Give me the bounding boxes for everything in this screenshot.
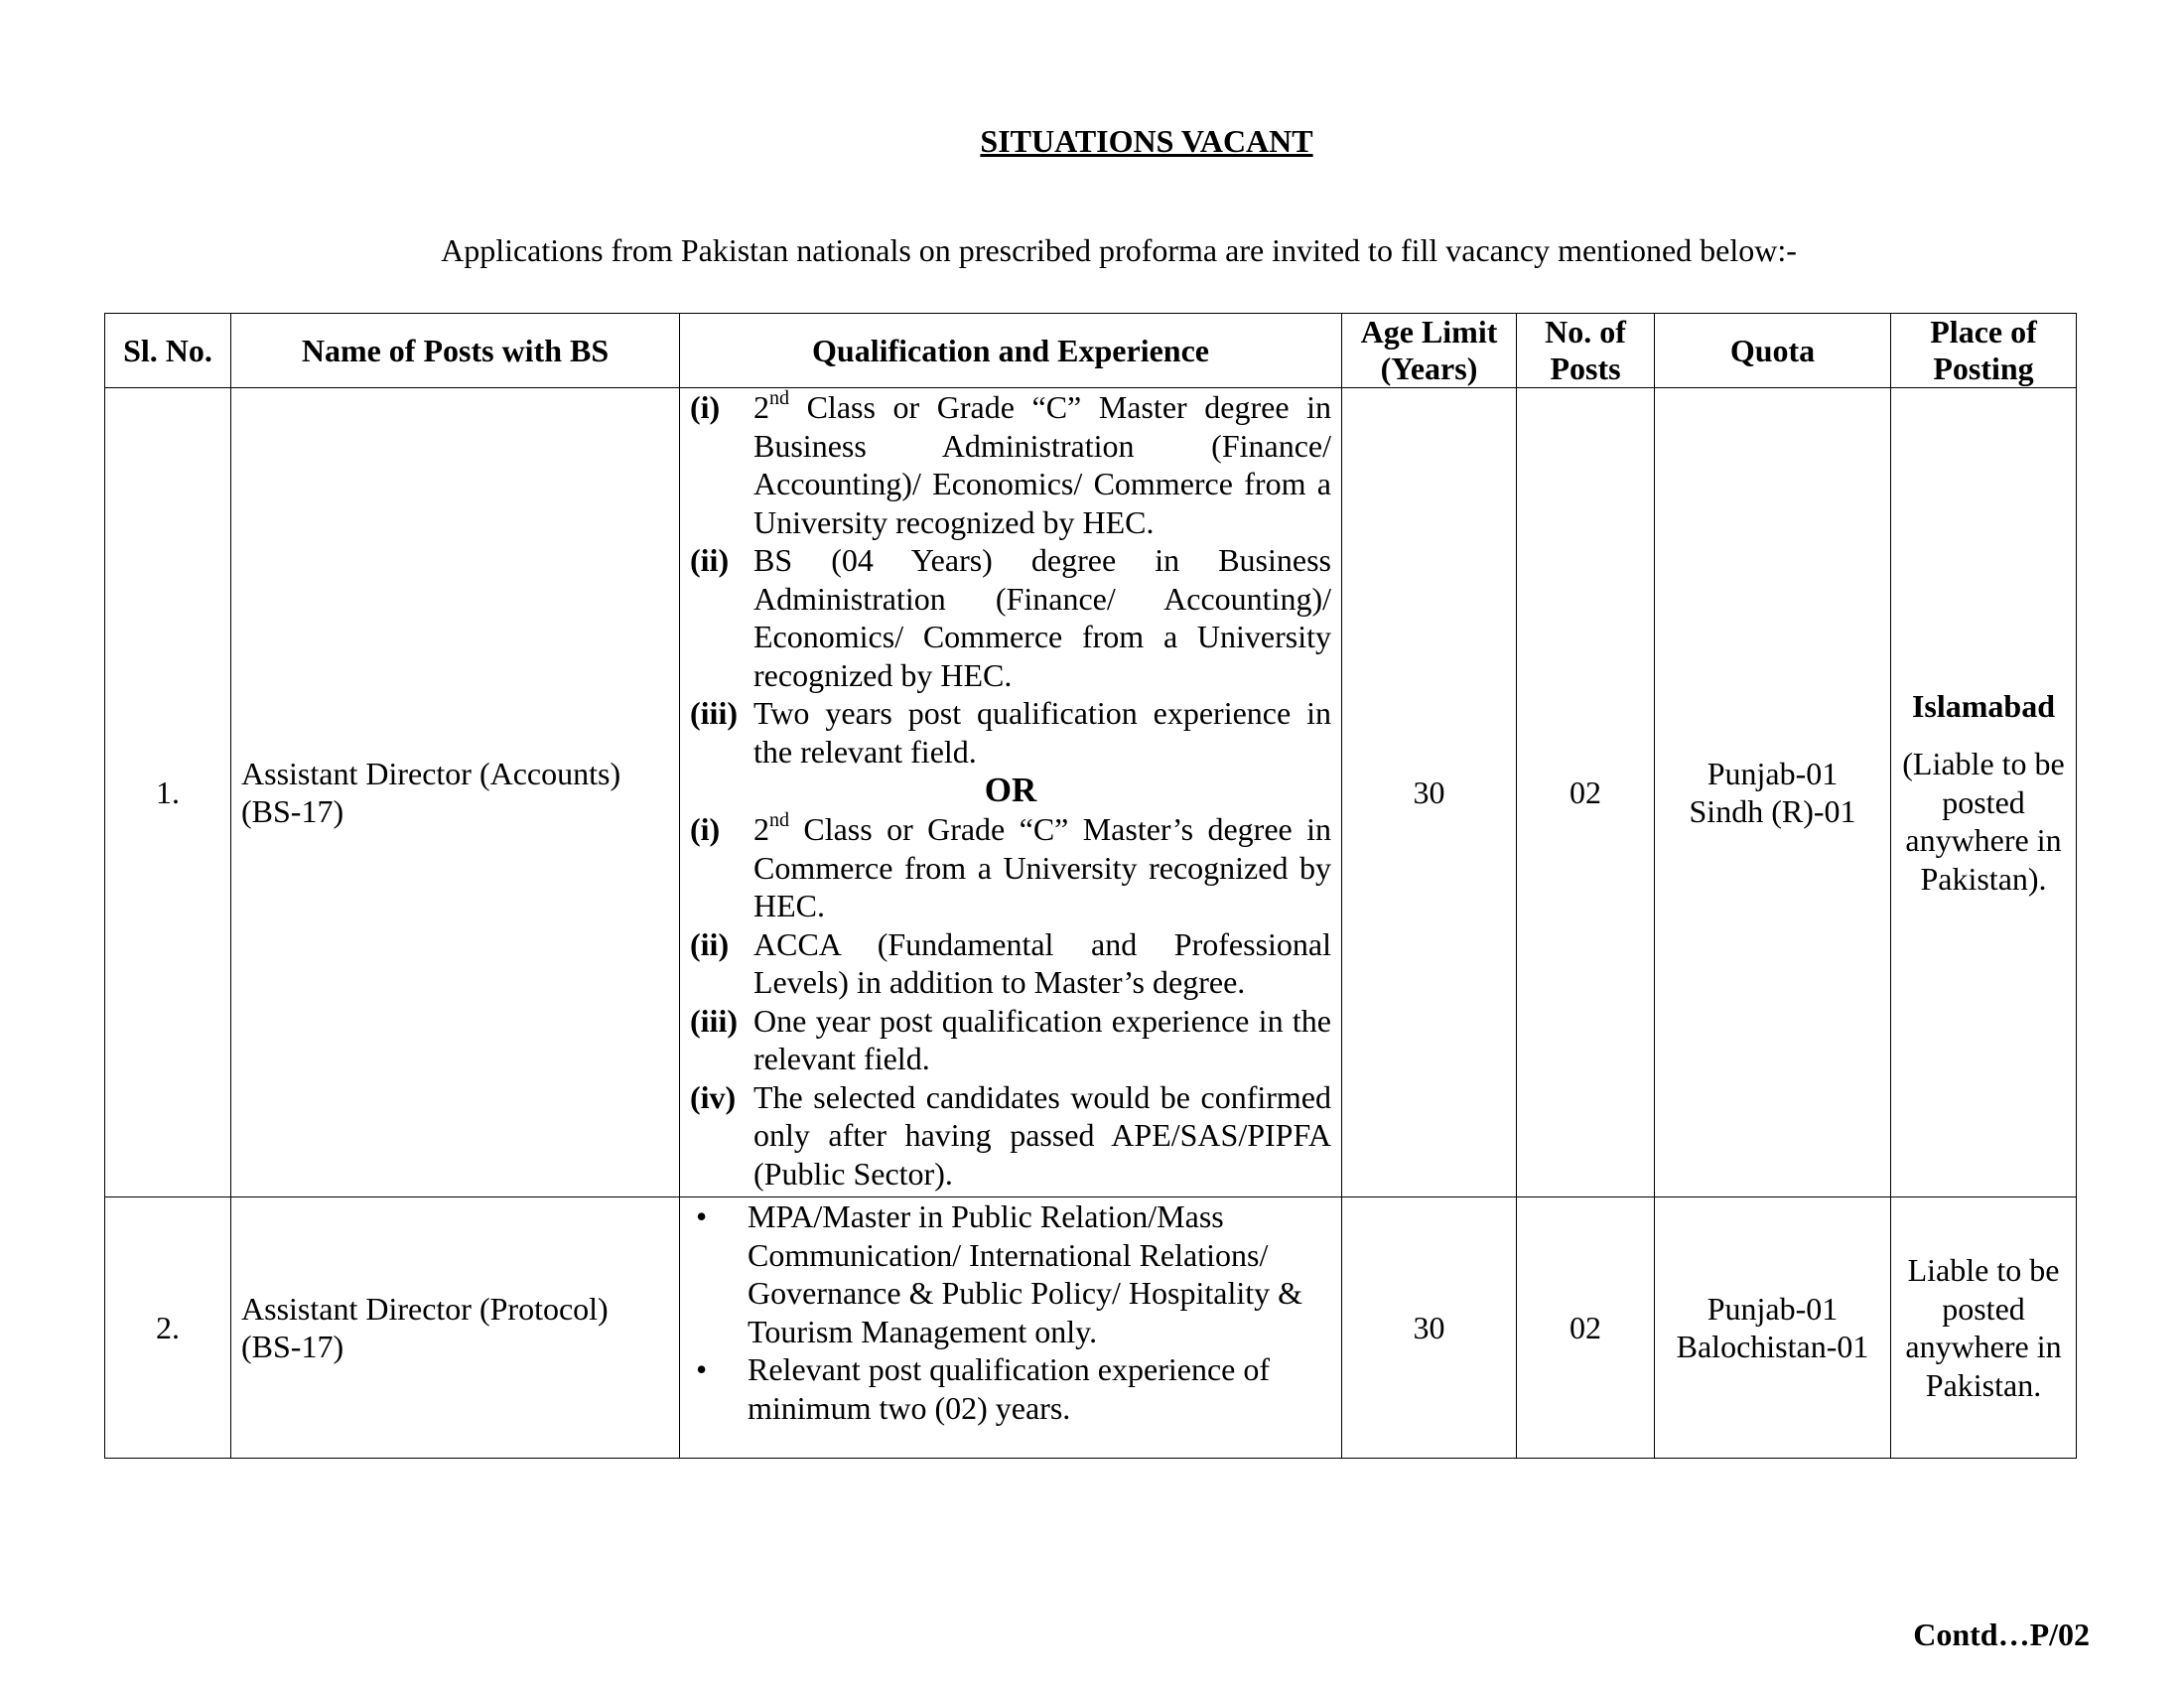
sl-no: 1.: [105, 388, 231, 1197]
item-number: (i): [690, 389, 721, 425]
intro-text: Applications from Pakistan nationals on prescribed proforma are invited to fill vacancy mentioned below:-: [441, 232, 1797, 268]
quota-line: Punjab-01: [1706, 1290, 1839, 1327]
item-text: Two years post qualification experience in the relevant field.: [753, 695, 1331, 770]
quota-cell: [1655, 388, 1891, 1197]
quota-cell: [1655, 1197, 1891, 1459]
place-city: Islamabad: [1911, 687, 2056, 724]
quota-line: Balochistan-01: [1676, 1329, 1869, 1364]
continued-marker: Contd…P/02: [1913, 1617, 2090, 1652]
place-of-posting-cell: [1891, 1197, 2077, 1459]
item-text: 2nd Class or Grade “C” Master degree in Business Administration (Finance/ Accounting)/ Economics/ Commerce from a University recognized by HEC.: [753, 387, 1331, 540]
item-number: (ii): [690, 542, 730, 578]
header-quota: Quota: [1655, 314, 1891, 388]
bullet-item: [690, 1350, 1331, 1427]
header-place-of-posting: Place of Posting: [1891, 314, 2077, 388]
qualification-item: [690, 1002, 1331, 1078]
item-number: (iii): [690, 1002, 738, 1039]
item-text: The selected candidates would be confirmed only after having passed APE/SAS/PIPFA (Public Sector).: [753, 1078, 1331, 1192]
bullet-item: [690, 1197, 1331, 1350]
qualification-item: [690, 388, 1331, 541]
qualification-item: [690, 810, 1331, 925]
item-text: 2nd Class or Grade “C” Master’s degree in Commerce from a University recognized by HEC.: [753, 809, 1331, 923]
header-post-name: Name of Posts with BS: [231, 314, 680, 388]
table-row: [105, 1197, 2077, 1459]
vacancy-table: [104, 313, 2077, 1459]
quota-line: Punjab-01: [1706, 755, 1839, 791]
qualification-item: [690, 694, 1331, 771]
age-limit: 30: [1342, 1197, 1517, 1459]
qualification-item: [690, 1078, 1331, 1194]
sl-no: 2.: [105, 1197, 231, 1459]
place-note: Liable to be posted anywhere in Pakistan.: [1905, 1252, 2062, 1403]
place-note: (Liable to be posted anywhere in Pakistan).: [1902, 746, 2065, 897]
no-of-posts: 02: [1517, 388, 1655, 1197]
item-number: (iii): [690, 695, 738, 731]
item-number: (i): [690, 811, 721, 847]
bullet-icon: •: [696, 1351, 708, 1388]
header-qualification: Qualification and Experience: [680, 314, 1342, 388]
header-no-of-posts: No. of Posts: [1517, 314, 1655, 388]
bullet-icon: •: [696, 1198, 708, 1235]
or-separator: OR: [984, 771, 1037, 809]
place-of-posting-cell: [1891, 388, 2077, 1197]
item-text: ACCA (Fundamental and Professional Levels) in addition to Master’s degree.: [753, 925, 1331, 1000]
header-sl-no: Sl. No.: [105, 314, 231, 388]
no-of-posts: 02: [1517, 1197, 1655, 1459]
item-text: Relevant post qualification experience of minimum two (02) years.: [748, 1351, 1271, 1426]
qualification-item: [690, 541, 1331, 694]
quota-line: Sindh (R)-01: [1689, 793, 1856, 829]
qualification-cell: [680, 388, 1342, 1197]
item-text: MPA/Master in Public Relation/Mass Communication/ International Relations/ Governance & Public Policy/ Hospitality & Tourism Management only.: [748, 1198, 1303, 1349]
header-age-limit: Age Limit (Years): [1342, 314, 1517, 388]
item-number: (ii): [690, 925, 730, 962]
post-name: Assistant Director (Accounts) (BS-17): [231, 388, 680, 1197]
table-row: [105, 388, 2077, 1197]
header-row: [105, 314, 2077, 388]
qualification-item: [690, 925, 1331, 1002]
item-text: One year post qualification experience in the relevant field.: [753, 1002, 1331, 1076]
item-text: BS (04 Years) degree in Business Administration (Finance/ Accounting)/ Economics/ Commerce from a University recognized by HEC.: [753, 542, 1331, 693]
page-title: SITUATIONS VACANT: [980, 123, 1313, 159]
post-name: Assistant Director (Protocol) (BS-17): [231, 1197, 680, 1459]
item-number: (iv): [690, 1078, 737, 1115]
qualification-cell: [680, 1197, 1342, 1459]
age-limit: 30: [1342, 388, 1517, 1197]
